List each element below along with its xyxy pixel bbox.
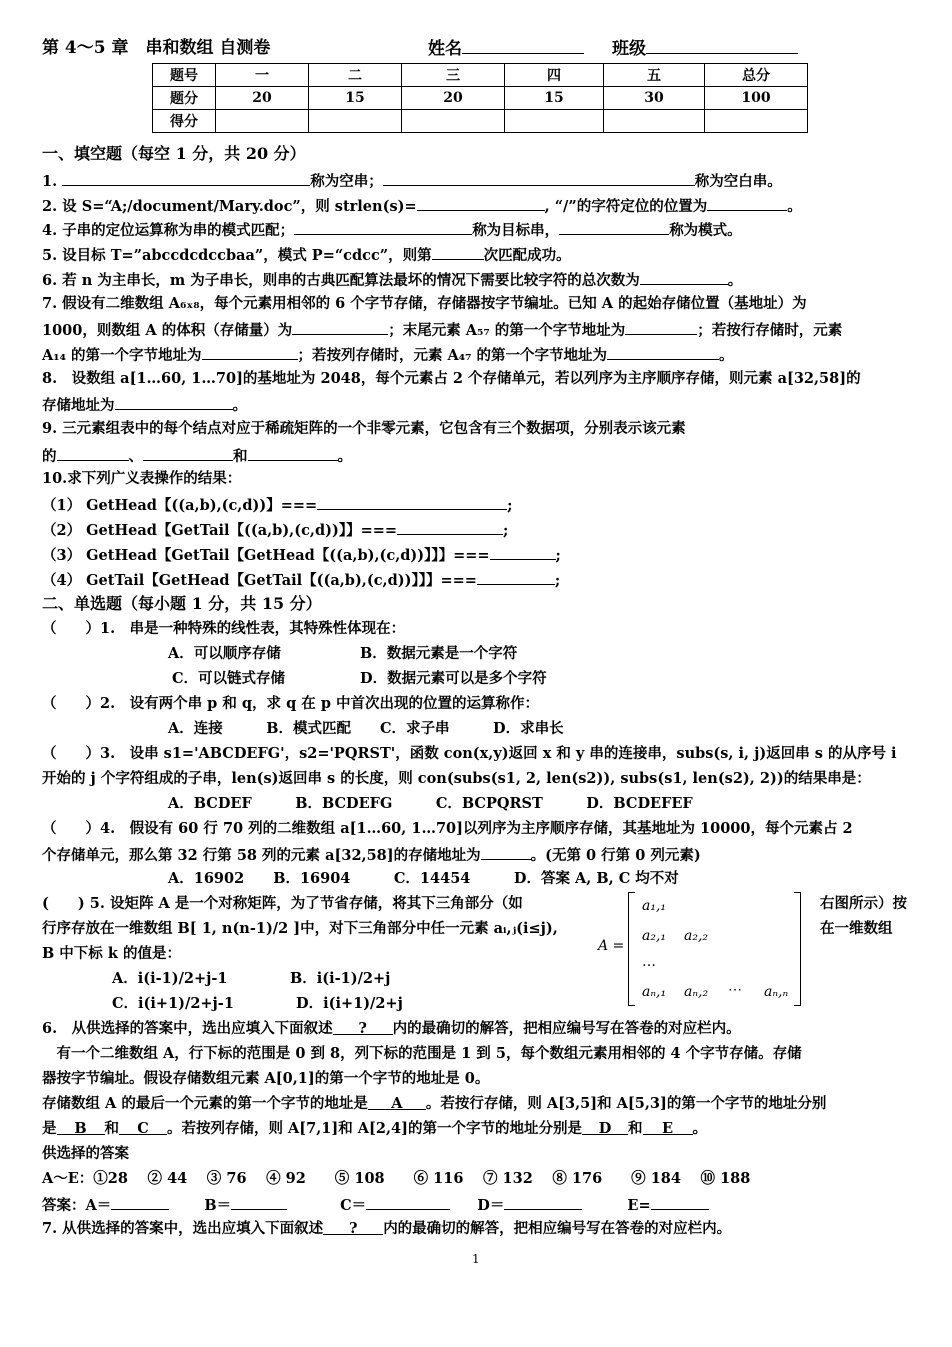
question-7-line3 xyxy=(42,344,734,366)
page-title: 第 4～5 章 串和数组 自测卷 xyxy=(42,38,271,58)
answer-blank[interactable] xyxy=(292,319,388,335)
table-cell: 五 xyxy=(604,64,705,87)
option-b[interactable]: B．i(i-1)/2+j xyxy=(290,970,391,987)
mc-question-5-line2-right: 在一维数组 xyxy=(820,920,893,937)
question-text: 。若按列存储，则 A[7,1]和 A[2,4]的第一个字节的地址分别是 xyxy=(167,1120,582,1137)
question-text: 、 xyxy=(128,448,143,465)
option-a[interactable]: A．i(i-1)/2+j-1 xyxy=(112,970,228,987)
question-text: 称为空白串。 xyxy=(694,173,782,190)
answer-blank[interactable] xyxy=(481,844,531,860)
option-d[interactable]: D．i(i+1)/2+j xyxy=(296,995,403,1012)
table-cell: 三 xyxy=(402,64,505,87)
mc-options[interactable]: A．16902 B．16904 C．14454 D．答案 A, B, C 均不对 xyxy=(168,870,679,887)
answer-blank[interactable]: B xyxy=(57,1119,105,1135)
answer-blank[interactable] xyxy=(625,319,697,335)
option-a[interactable]: A．可以顺序存储 xyxy=(168,645,281,662)
question-text: （2） GetHead【GetTail【((a,b),(c,d))】】=== xyxy=(42,522,398,539)
question-10-item xyxy=(42,494,513,516)
question-6-line1 xyxy=(42,1019,741,1039)
question-4 xyxy=(42,219,742,241)
matrix-entry: ⋯ xyxy=(728,982,742,998)
answer-blank[interactable] xyxy=(640,269,728,285)
question-text: 次匹配成功。 xyxy=(483,247,571,264)
name-field xyxy=(428,38,584,59)
section2-heading: 二、单选题（每小题 1 分，共 15 分） xyxy=(42,594,322,613)
question-text: 个存储单元，那么第 32 行第 58 列的元素 a[32,58]的存储地址为 xyxy=(42,847,481,864)
question-6-line6: 供选择的答案 xyxy=(42,1145,129,1162)
question-text: 6. 若 n 为主串长，m 为子串长，则串的古典匹配算法最坏的情况下需要比较字符的总次数为 xyxy=(42,272,640,289)
question-text: , “/”的字符定位的位置为 xyxy=(544,198,708,215)
mc-question-5-line2: 行序存放在一维数组 B[ 1, n(n-1)/2 ]中，对下三角部分中任一元素 aᵢ,ⱼ(i≤j), xyxy=(42,920,558,937)
table-cell: 30 xyxy=(604,87,705,110)
mc-question-4-line2 xyxy=(42,844,701,866)
table-cell: 四 xyxy=(505,64,604,87)
answer-blank[interactable] xyxy=(57,445,129,461)
question-text: （3） GetHead【GetTail【GetHead【((a,b),(c,d))】】】=== xyxy=(42,547,490,564)
question-text: 和 xyxy=(104,1120,119,1137)
question-text: 内的最确切的解答，把相应编号写在答卷的对应栏内。 xyxy=(383,1220,732,1237)
question-6 xyxy=(42,269,742,291)
score-input-cell[interactable] xyxy=(705,110,808,133)
question-10-item xyxy=(42,569,560,591)
question-text: 。 xyxy=(232,397,247,414)
question-7 xyxy=(42,1219,731,1239)
answer-label: D＝ xyxy=(477,1197,505,1214)
question-5 xyxy=(42,244,571,266)
mc-options[interactable]: A．BCDEF B．BCDEFG C．BCPQRST D．BCDEFEF xyxy=(168,795,693,812)
answer-blank[interactable] xyxy=(294,219,472,235)
question-text: 。(无第 0 行第 0 列元素) xyxy=(530,847,701,864)
score-input-cell[interactable] xyxy=(216,110,309,133)
question-text: ; xyxy=(554,572,561,589)
table-cell: 一 xyxy=(216,64,309,87)
answer-blank[interactable] xyxy=(111,1194,169,1210)
question-text: A₁₄ 的第一个字节地址为 xyxy=(42,347,202,364)
answer-blank[interactable] xyxy=(504,1194,582,1210)
matrix-entry: aₙ,₂ xyxy=(684,984,709,1000)
answer-blank[interactable] xyxy=(559,219,669,235)
question-text: ; xyxy=(503,522,509,539)
answer-blank[interactable] xyxy=(366,1194,450,1210)
question-1 xyxy=(42,170,782,192)
question-text: ；若按行存储时，元素 xyxy=(697,322,843,339)
question-text: 2. 设 S=“A;/document/Mary.doc”，则 strlen(s)= xyxy=(42,198,417,215)
question-text: 5. 设目标 T=”abccdcdccbaa”，模式 P=“cdcc”，则第 xyxy=(42,247,432,264)
answer-blank[interactable] xyxy=(432,244,484,260)
table-cell: 15 xyxy=(505,87,604,110)
matrix-entry: a₂,₁ xyxy=(642,928,667,944)
table-cell: 题号 xyxy=(153,64,216,87)
question-text: 称为空串； xyxy=(310,173,383,190)
question-text: 。 xyxy=(787,198,802,215)
answer-blank[interactable] xyxy=(397,519,503,535)
matrix-right-bracket xyxy=(794,892,801,1006)
table-cell: 100 xyxy=(705,87,808,110)
score-input-cell[interactable] xyxy=(604,110,705,133)
question-6-answers xyxy=(42,1194,709,1216)
matrix-entry: a₁,₁ xyxy=(642,898,667,914)
table-cell: 20 xyxy=(402,87,505,110)
question-7-line1: 7. 假设有二维数组 A₆ₓ₈，每个元素用相邻的 6 个字节存储，存储器按字节编址。已知 A 的起始存储位置（基地址）为 xyxy=(42,295,807,312)
answer-blank[interactable] xyxy=(143,445,233,461)
answer-blank[interactable] xyxy=(707,195,787,211)
option-d[interactable]: D．数据元素可以是多个字符 xyxy=(360,670,547,687)
name-label: 姓名 xyxy=(428,39,462,59)
answer-blank[interactable]: C xyxy=(119,1119,167,1135)
matrix-entry: … xyxy=(642,954,656,970)
answer-blank[interactable] xyxy=(607,344,719,360)
question-text: 称为模式。 xyxy=(669,222,742,239)
question-10-item xyxy=(42,544,561,566)
question-9-line1: 9. 三元素组表中的每个结点对应于稀疏矩阵的一个非零元素，它包含有三个数据项，分别表示该元素 xyxy=(42,420,686,437)
table-row xyxy=(153,87,808,110)
answer-label: E= xyxy=(627,1197,651,1214)
matrix-entry: aₙ,ₙ xyxy=(764,984,789,1000)
mc-options[interactable]: A．连接 B．模式匹配 C．求子串 D．求串长 xyxy=(168,720,564,737)
question-text: 6. 从供选择的答案中，选出应填入下面叙述 xyxy=(42,1020,333,1037)
matrix-label: A = xyxy=(598,938,625,954)
question-text: 称为目标串， xyxy=(472,222,560,239)
table-cell: 总分 xyxy=(705,64,808,87)
question-8-line2 xyxy=(42,394,247,416)
table-cell: 二 xyxy=(309,64,402,87)
question-6-choices: A～E：①28 ② 44 ③ 76 ④ 92 ⑤ 108 ⑥ 116 ⑦ 132 ⑧ 176 ⑨ 184 ⑩ 188 xyxy=(42,1170,751,1187)
question-text: 。 xyxy=(719,347,734,364)
table-cell: 15 xyxy=(309,87,402,110)
table-row xyxy=(153,110,808,133)
answer-blank[interactable] xyxy=(477,569,555,585)
answer-label: 答案：A＝ xyxy=(42,1197,112,1214)
question-6-line2: 有一个二维数组 A，行下标的范围是 0 到 8，列下标的范围是 1 到 5，每个数组元素用相邻的 4 个字节存储。存储 xyxy=(42,1045,802,1062)
question-text: （4） GetTail【GetHead【GetTail【((a,b),(c,d))】】】=== xyxy=(42,572,477,589)
answer-blank[interactable] xyxy=(490,544,556,560)
question-text: 的 xyxy=(42,448,57,465)
answer-label: B＝ xyxy=(204,1197,232,1214)
matrix-left-bracket xyxy=(628,892,635,1006)
mc-question-1: （ ）1. 串是一种特殊的线性表，其特殊性体现在： xyxy=(42,620,406,637)
answer-blank[interactable]: ? xyxy=(333,1019,393,1035)
answer-blank[interactable] xyxy=(383,170,695,186)
question-text: 存储数组 A 的最后一个元素的第一个字节的地址是 xyxy=(42,1095,368,1112)
question-text: （1） GetHead【((a,b),(c,d))】=== xyxy=(42,497,318,514)
question-9-line2 xyxy=(42,445,352,467)
answer-blank[interactable] xyxy=(651,1194,709,1210)
answer-blank[interactable]: ? xyxy=(323,1219,383,1235)
page-number: 1 xyxy=(472,1252,480,1266)
mc-question-5-line3: B 中下标 k 的值是： xyxy=(42,945,181,962)
question-number: 1. xyxy=(42,173,58,190)
question-7-line2 xyxy=(42,319,842,341)
answer-blank[interactable]: A xyxy=(368,1094,426,1110)
question-text: 。 xyxy=(727,272,743,289)
question-6-line3: 器按字节编址。假设存储数组元素 A[0,1]的第一个字节的地址是 0。 xyxy=(42,1070,490,1087)
option-c[interactable]: C．可以链式存储 xyxy=(172,670,286,687)
table-cell: 20 xyxy=(216,87,309,110)
question-6-line4 xyxy=(42,1094,826,1114)
question-text: 。 xyxy=(337,448,352,465)
matrix-entry: aₙ,₁ xyxy=(642,984,667,1000)
header-line xyxy=(42,38,270,58)
section1-heading: 一、填空题（每空 1 分，共 20 分） xyxy=(42,144,306,163)
table-row xyxy=(153,64,808,87)
answer-label: C＝ xyxy=(340,1197,367,1214)
lower-triangular-matrix xyxy=(598,892,808,1008)
mc-question-4-line1: （ ）4. 假设有 60 行 70 列的二维数组 a[1…60, 1…70]以列序为主序顺序存储，其基地址为 10000，每个元素占 2 xyxy=(42,820,853,837)
question-text: 。若按行存储，则 A[3,5]和 A[5,3]的第一个字节的地址分别 xyxy=(425,1095,827,1112)
question-10-head: 10.求下列广义表操作的结果： xyxy=(42,470,242,487)
answer-blank[interactable] xyxy=(115,394,233,410)
question-text: 存储地址为 xyxy=(42,397,115,414)
question-text: ；末尾元素 A₅₇ 的第一个字节地址为 xyxy=(388,322,626,339)
answer-blank[interactable] xyxy=(417,195,545,211)
question-text: 。 xyxy=(692,1120,707,1137)
mc-question-3-line1: （ ）3. 设串 s1='ABCDEFG'，s2='PQRST'，函数 con(x,y)返回 x 和 y 串的连接串，subs(s, i, j)返回串 s 的从序号 i xyxy=(42,745,897,762)
table-cell: 题分 xyxy=(153,87,216,110)
question-text: 4. 子串的定位运算称为串的模式匹配； xyxy=(42,222,295,239)
answer-blank[interactable]: E xyxy=(643,1119,693,1135)
mc-question-5-line1: ( ) 5. 设矩阵 A 是一个对称矩阵，为了节省存储，将其下三角部分（如 xyxy=(42,895,523,912)
class-blank[interactable] xyxy=(646,38,798,54)
question-text: 7. 从供选择的答案中，选出应填入下面叙述 xyxy=(42,1220,324,1237)
question-text: ; xyxy=(555,547,561,564)
question-text: ；若按列存储时，元素 A₄₇ 的第一个字节地址为 xyxy=(297,347,608,364)
class-field xyxy=(612,38,798,59)
answer-blank[interactable] xyxy=(248,445,338,461)
class-label: 班级 xyxy=(612,39,646,59)
mc-question-2: （ ）2. 设有两个串 p 和 q，求 q 在 p 中首次出现的位置的运算称作： xyxy=(42,695,540,712)
score-input-cell[interactable] xyxy=(505,110,604,133)
answer-blank[interactable]: D xyxy=(582,1119,628,1135)
answer-blank[interactable] xyxy=(231,1194,287,1210)
name-blank[interactable] xyxy=(462,38,584,54)
answer-blank[interactable] xyxy=(62,170,310,186)
question-10-item xyxy=(42,519,508,541)
question-2 xyxy=(42,195,802,217)
table-cell: 得分 xyxy=(153,110,216,133)
mc-question-3-line2: 开始的 j 个字符组成的子串，len(s)返回串 s 的长度，则 con(subs(s1, 2, len(s2)), subs(s1, len(s2), 2))的结果串是： xyxy=(42,770,871,787)
question-text: 是 xyxy=(42,1120,57,1137)
score-input-cell[interactable] xyxy=(309,110,402,133)
option-b[interactable]: B．数据元素是一个字符 xyxy=(360,645,518,662)
score-input-cell[interactable] xyxy=(402,110,505,133)
answer-blank[interactable] xyxy=(202,344,298,360)
question-8-line1: 8. 设数组 a[1…60, 1…70]的基地址为 2048，每个元素占 2 个存储单元，若以列序为主序顺序存储，则元素 a[32,58]的 xyxy=(42,370,861,387)
question-text: 和 xyxy=(628,1120,643,1137)
option-c[interactable]: C．i(i+1)/2+j-1 xyxy=(112,995,234,1012)
mc-question-5-line1-right: 右图所示）按 xyxy=(820,895,907,912)
score-table xyxy=(152,63,808,133)
answer-blank[interactable] xyxy=(317,494,507,510)
question-6-line5 xyxy=(42,1119,707,1139)
matrix-entry: a₂,₂ xyxy=(684,928,709,944)
question-text: ; xyxy=(507,497,513,514)
question-text: 和 xyxy=(233,448,248,465)
question-text: 内的最确切的解答，把相应编号写在答卷的对应栏内。 xyxy=(392,1020,741,1037)
question-text: 1000，则数组 A 的体积（存储量）为 xyxy=(42,322,293,339)
